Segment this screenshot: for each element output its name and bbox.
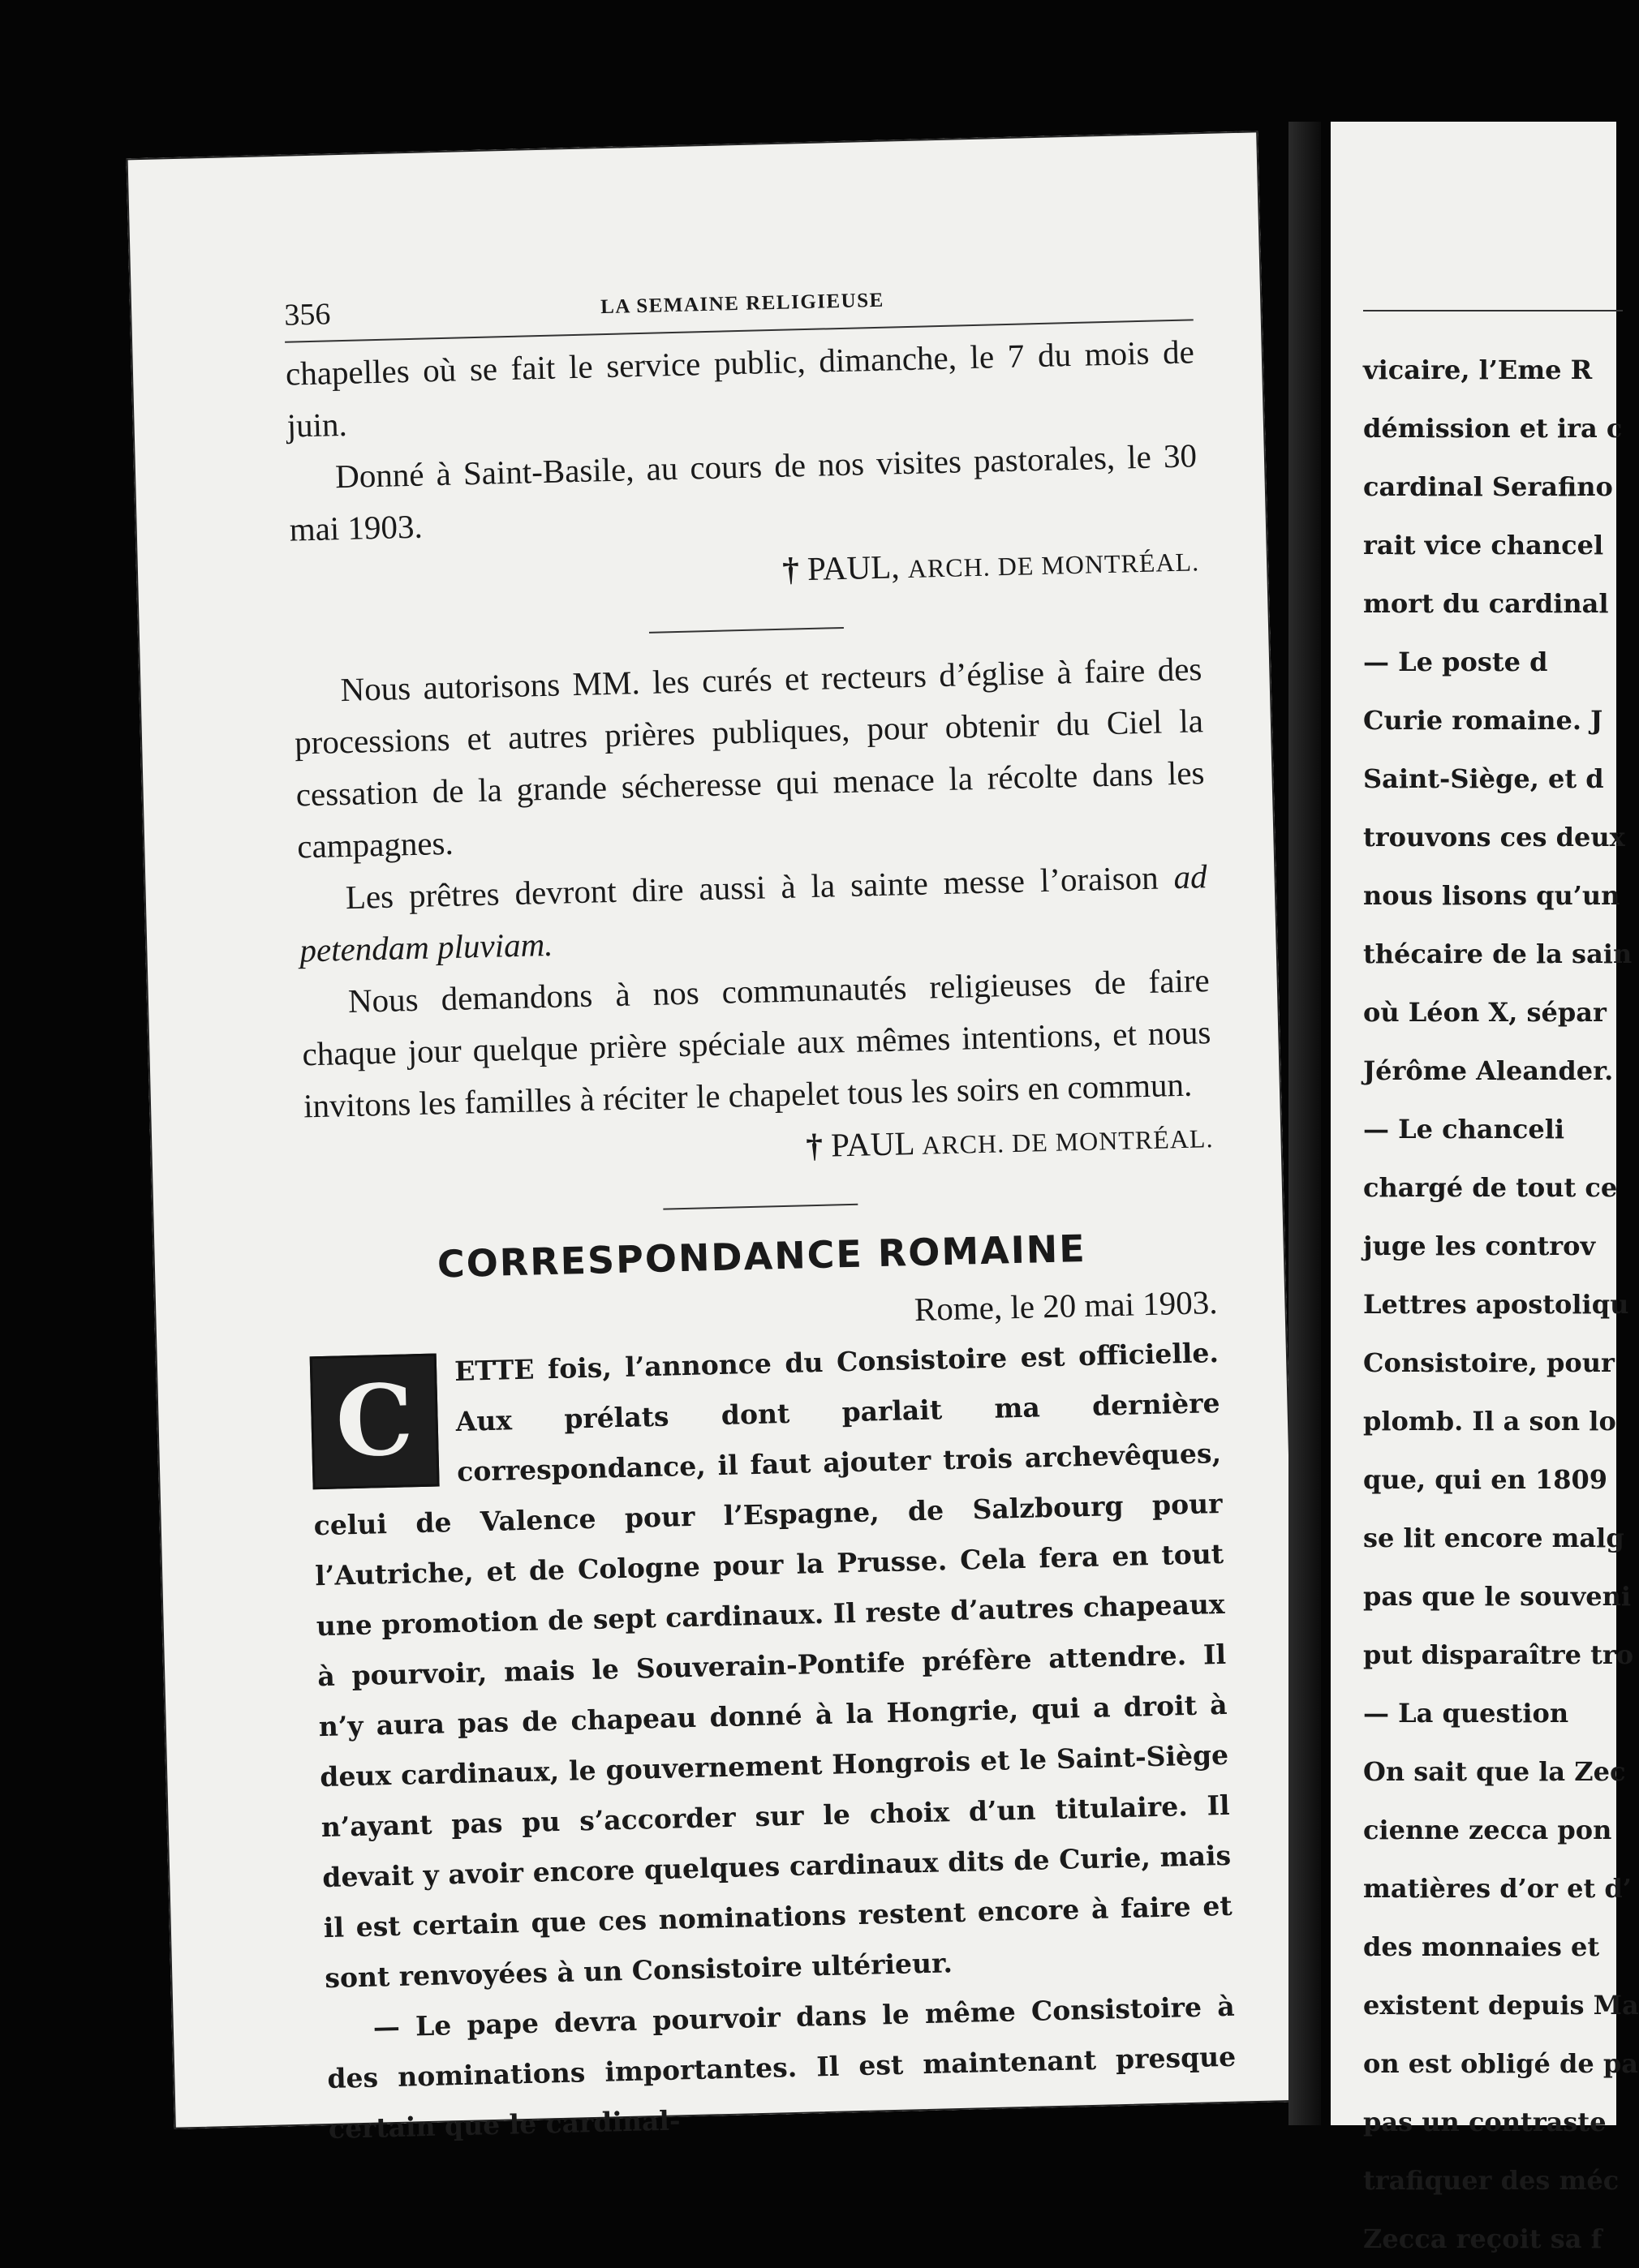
latin-phrase: ad petendam pluviam. xyxy=(299,857,1208,969)
header-rule xyxy=(1363,310,1623,311)
right-page-line: put disparaître tro xyxy=(1363,1639,1634,1670)
page-body xyxy=(285,325,1237,2154)
right-page-line: On sait que la Zec xyxy=(1363,1756,1626,1787)
section-title: CORRESPONDANCE ROMAINE xyxy=(437,1226,1087,1286)
right-page-line: nous lisons qu’un xyxy=(1363,880,1620,911)
right-page-line: cienne zecca pon xyxy=(1363,1815,1612,1845)
signature-title: ARCH. DE MONTRÉAL. xyxy=(907,547,1200,584)
right-page-text xyxy=(1363,341,1639,2268)
right-page-line: rait vice chancel xyxy=(1363,530,1604,561)
right-page-line: se lit encore malg xyxy=(1363,1523,1624,1553)
right-page-line: Consistoire, pour xyxy=(1363,1347,1615,1378)
right-page-line: Lettres apostoliqu xyxy=(1363,1289,1629,1320)
divider xyxy=(649,627,844,634)
right-page-line: Jérôme Aleander. xyxy=(1363,1055,1614,1086)
right-page-line: chargé de tout ce xyxy=(1363,1172,1618,1203)
right-page-line: Saint-Siège, et d xyxy=(1363,763,1604,794)
paragraph: — Le pape devra pourvoir dans le même Consistoire à des nominations importantes. Il est maintenant presque certain que le cardinal- xyxy=(326,1990,1237,2146)
correspondence-text xyxy=(309,1328,1237,2154)
right-page-line: Curie romaine. J xyxy=(1363,705,1603,736)
signature-name: PAUL xyxy=(830,1124,914,1164)
dateline: Rome, le 20 mai 1903. xyxy=(914,1282,1218,1329)
right-page-line: on est obligé de pa xyxy=(1363,2048,1638,2079)
right-page-line: Zecca reçoit sa f xyxy=(1363,2223,1602,2254)
cross-icon: † xyxy=(805,1126,824,1165)
divider xyxy=(663,1204,858,1210)
paragraph: Nous autorisons MM. les curés et recteurs d’église à faire des processions et autres prières publiques, pour obtenir du Ciel la cessation de la grande sécheresse qui menace la récolte dans les campagnes. xyxy=(294,650,1205,866)
paragraph: Nous demandons à nos communautés religieuses de faire chaque jour quelque prière spéciale aux mêmes intentions, et nous invitons les familles à réciter le chapelet tous les soirs en commun. xyxy=(301,961,1211,1125)
right-page-line: juge les controv xyxy=(1363,1231,1596,1261)
right-page-line: où Léon X, sépar xyxy=(1363,997,1607,1028)
paragraph-text: Les prêtres devront dire aussi à la sainte messe l’oraison xyxy=(345,858,1175,917)
right-page-line: matières d’or et d’ xyxy=(1363,1873,1632,1904)
right-page-line: plomb. Il a son lo xyxy=(1363,1406,1616,1437)
signature-title: ARCH. DE MONTRÉAL. xyxy=(921,1123,1214,1160)
right-page-line: trafiquer des méc xyxy=(1363,2165,1620,2196)
right-page-line: pas un contraste xyxy=(1363,2107,1607,2137)
dropcap: C xyxy=(310,1354,440,1490)
right-page-line: — Le chanceli xyxy=(1363,1114,1565,1145)
paragraph: chapelles où se fait le service public, dimanche, le 7 du mois de juin. xyxy=(285,333,1195,445)
right-page-line: — Le poste d xyxy=(1363,646,1548,677)
book-gutter xyxy=(1288,122,1321,2125)
right-page-line: vicaire, l’Eme R xyxy=(1363,354,1593,385)
right-page-line: que, qui en 1809 xyxy=(1363,1464,1608,1495)
right-page-line: pas que le souveni xyxy=(1363,1581,1632,1612)
right-page-line: mort du cardinal xyxy=(1363,588,1609,619)
right-page-line: trouvons ces deux xyxy=(1363,822,1625,853)
right-page-line: démission et ira c xyxy=(1363,413,1623,444)
paragraph: Donné à Saint-Basile, au cours de nos visites pastorales, le 30 mai 1903. xyxy=(289,436,1198,548)
running-title: LA SEMAINE RELIGIEUSE xyxy=(600,289,885,319)
left-page xyxy=(127,131,1306,2146)
right-page-line: — La question xyxy=(1363,1698,1569,1729)
right-page xyxy=(1331,122,1639,2254)
cross-icon: † xyxy=(781,550,800,588)
right-page-line: thécaire de la sain xyxy=(1363,939,1633,969)
paragraph: ETTE fois, l’annonce du Consistoire est officielle. Aux prélats dont parlait ma dernière correspondance, il faut ajouter trois archevêques, celui de Valence pour l’Espagne, de Salzbourg pour l’Autriche, et de Cologne pour la Prusse. Cela fera en tout une promotion de sept cardinaux. Il reste d’autres chapeaux à pourvoir, mais le Souverain-Pontife préfère attendre. Il n’y aura pas de chapeau donné à la Hongrie, qui a droit à deux cardinaux, le gouvernement Hongrois et le Saint-Siège n’ayant pas pu s’accorder sur le choix d’un titulaire. Il devait y avoir encore quelques cardinaux dits de Curie, mais il est certain que ces nominations restent encore à faire et sont renvoyées à un Consistoire ultérieur. xyxy=(313,1336,1233,1995)
right-page-line: cardinal Serafino xyxy=(1363,471,1613,502)
right-page-line: des monnaies et xyxy=(1363,1931,1600,1962)
signature-name: PAUL, xyxy=(807,548,901,588)
right-page-line: existent depuis Ma xyxy=(1363,1990,1639,2021)
page-number: 356 xyxy=(283,297,331,333)
